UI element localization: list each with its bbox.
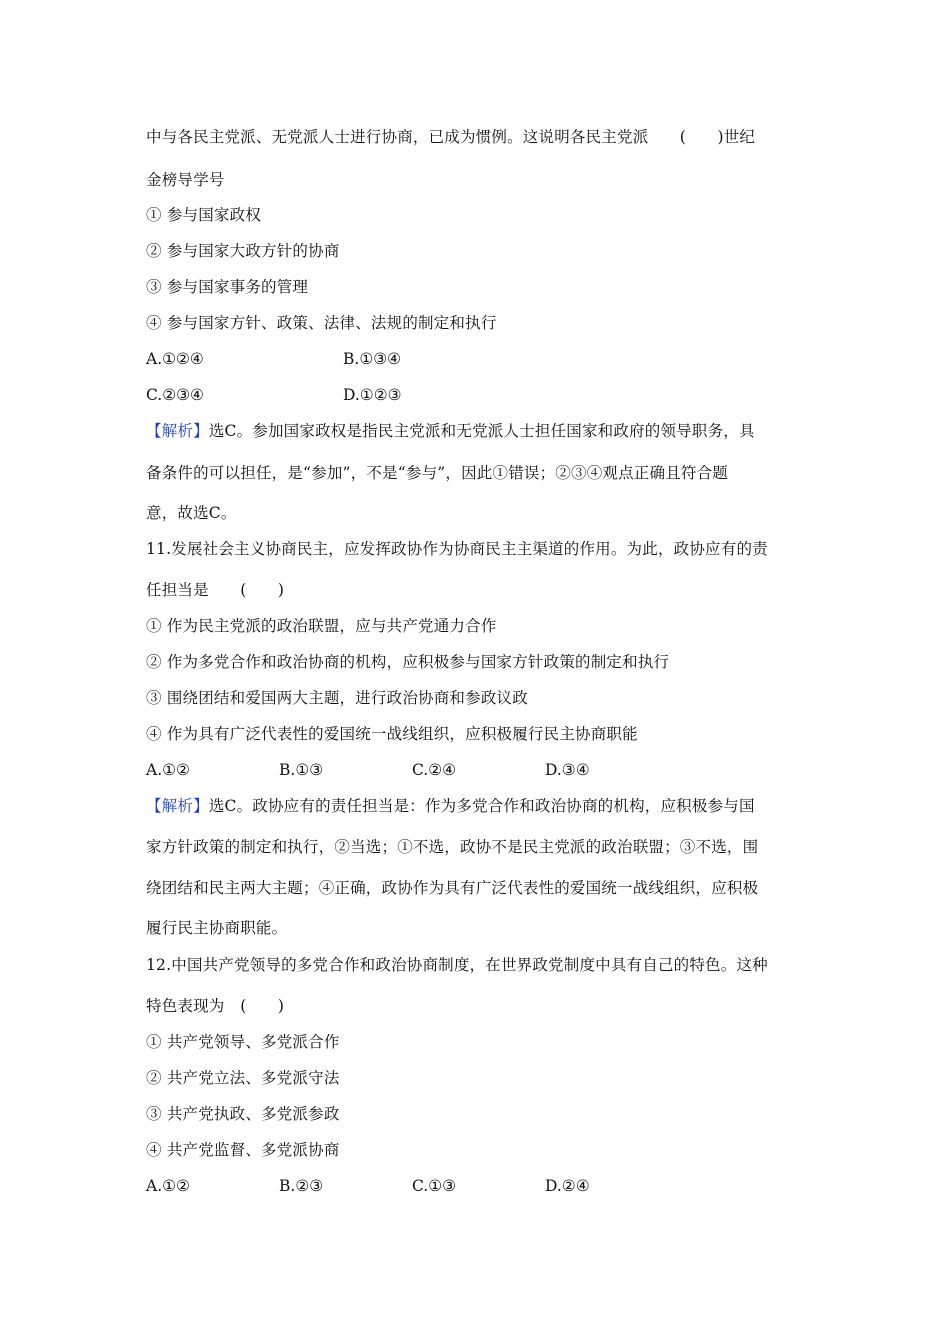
question-11-analysis-line: 家方针政策的制定和执行，②当选；①不选，政协不是民主党派的政治联盟；③不选，围 <box>146 838 759 856</box>
option-c: C.①③ <box>412 1177 457 1195</box>
question-10-item: ① 参与国家政权 <box>146 206 262 224</box>
question-10-analysis-line <box>146 421 826 441</box>
question-12-item: ④ 共产党监督、多党派协商 <box>146 1141 340 1159</box>
option-b: B.①③ <box>279 761 324 779</box>
question-11-item: ④ 作为具有广泛代表性的爱国统一战线组织，应积极履行民主协商职能 <box>146 725 638 743</box>
question-10-analysis-line: 备条件的可以担任，是“参加”，不是“参与”，因此①错误；②③④观点正确且符合题 <box>146 464 728 482</box>
option-d: D.③④ <box>545 761 590 779</box>
option-d: D.①②③ <box>343 386 402 404</box>
question-11-item: ② 作为多党合作和政治协商的机构，应积极参与国家方针政策的制定和执行 <box>146 653 670 671</box>
question-10-analysis-line: 意，故选C。 <box>146 504 237 522</box>
question-10-item: ③ 参与国家事务的管理 <box>146 278 309 296</box>
question-11-item: ① 作为民主党派的政治联盟，应与共产党通力合作 <box>146 617 497 635</box>
question-11-stem-line: 11.发展社会主义协商民主，应发挥政协作为协商民主主渠道的作用。为此，政协应有的责 <box>146 540 768 558</box>
option-c: C.②③④ <box>146 386 204 404</box>
question-11-item: ③ 围绕团结和爱国两大主题，进行政治协商和参政议政 <box>146 689 528 707</box>
question-10-item: ④ 参与国家方针、政策、法律、法规的制定和执行 <box>146 314 497 332</box>
option-a: A.①② <box>146 761 190 779</box>
option-a: A.①②④ <box>146 350 204 368</box>
question-11-analysis-line: 绕团结和民主两大主题；④正确，政协作为具有广泛代表性的爱国统一战线组织，应积极 <box>146 879 759 897</box>
option-b: B.②③ <box>279 1177 324 1195</box>
question-11-stem-line: 任担当是 ( ) <box>146 581 285 599</box>
question-11-analysis-line: 履行民主协商职能。 <box>146 919 288 937</box>
question-12-item: ① 共产党领导、多党派合作 <box>146 1033 340 1051</box>
question-11-analysis-line <box>146 796 826 816</box>
question-12-item: ② 共产党立法、多党派守法 <box>146 1069 340 1087</box>
option-c: C.②④ <box>412 761 457 779</box>
option-d: D.②④ <box>545 1177 590 1195</box>
option-a: A.①② <box>146 1177 190 1195</box>
analysis-text: 选C。政协应有的责任担当是：作为多党合作和政治协商的机构，应积极参与国 <box>208 797 755 815</box>
question-12-stem-line: 特色表现为 ( ) <box>146 997 285 1015</box>
analysis-tag: 【解析】 <box>146 422 209 440</box>
analysis-text: 选C。参加国家政权是指民主党派和无党派人士担任国家和政府的领导职务，具 <box>208 422 755 440</box>
analysis-tag: 【解析】 <box>146 797 209 815</box>
question-10-stem-line: 中与各民主党派、无党派人士进行协商，已成为惯例。这说明各民主党派 ( )世纪 <box>146 128 756 146</box>
question-10-stem-line: 金榜导学号 <box>146 171 225 189</box>
question-12-item: ③ 共产党执政、多党派参政 <box>146 1105 340 1123</box>
question-12-stem-line: 12.中国共产党领导的多党合作和政治协商制度，在世界政党制度中具有自己的特色。这种 <box>146 956 768 974</box>
question-10-item: ② 参与国家大政方针的协商 <box>146 242 340 260</box>
option-b: B.①③④ <box>343 350 402 368</box>
